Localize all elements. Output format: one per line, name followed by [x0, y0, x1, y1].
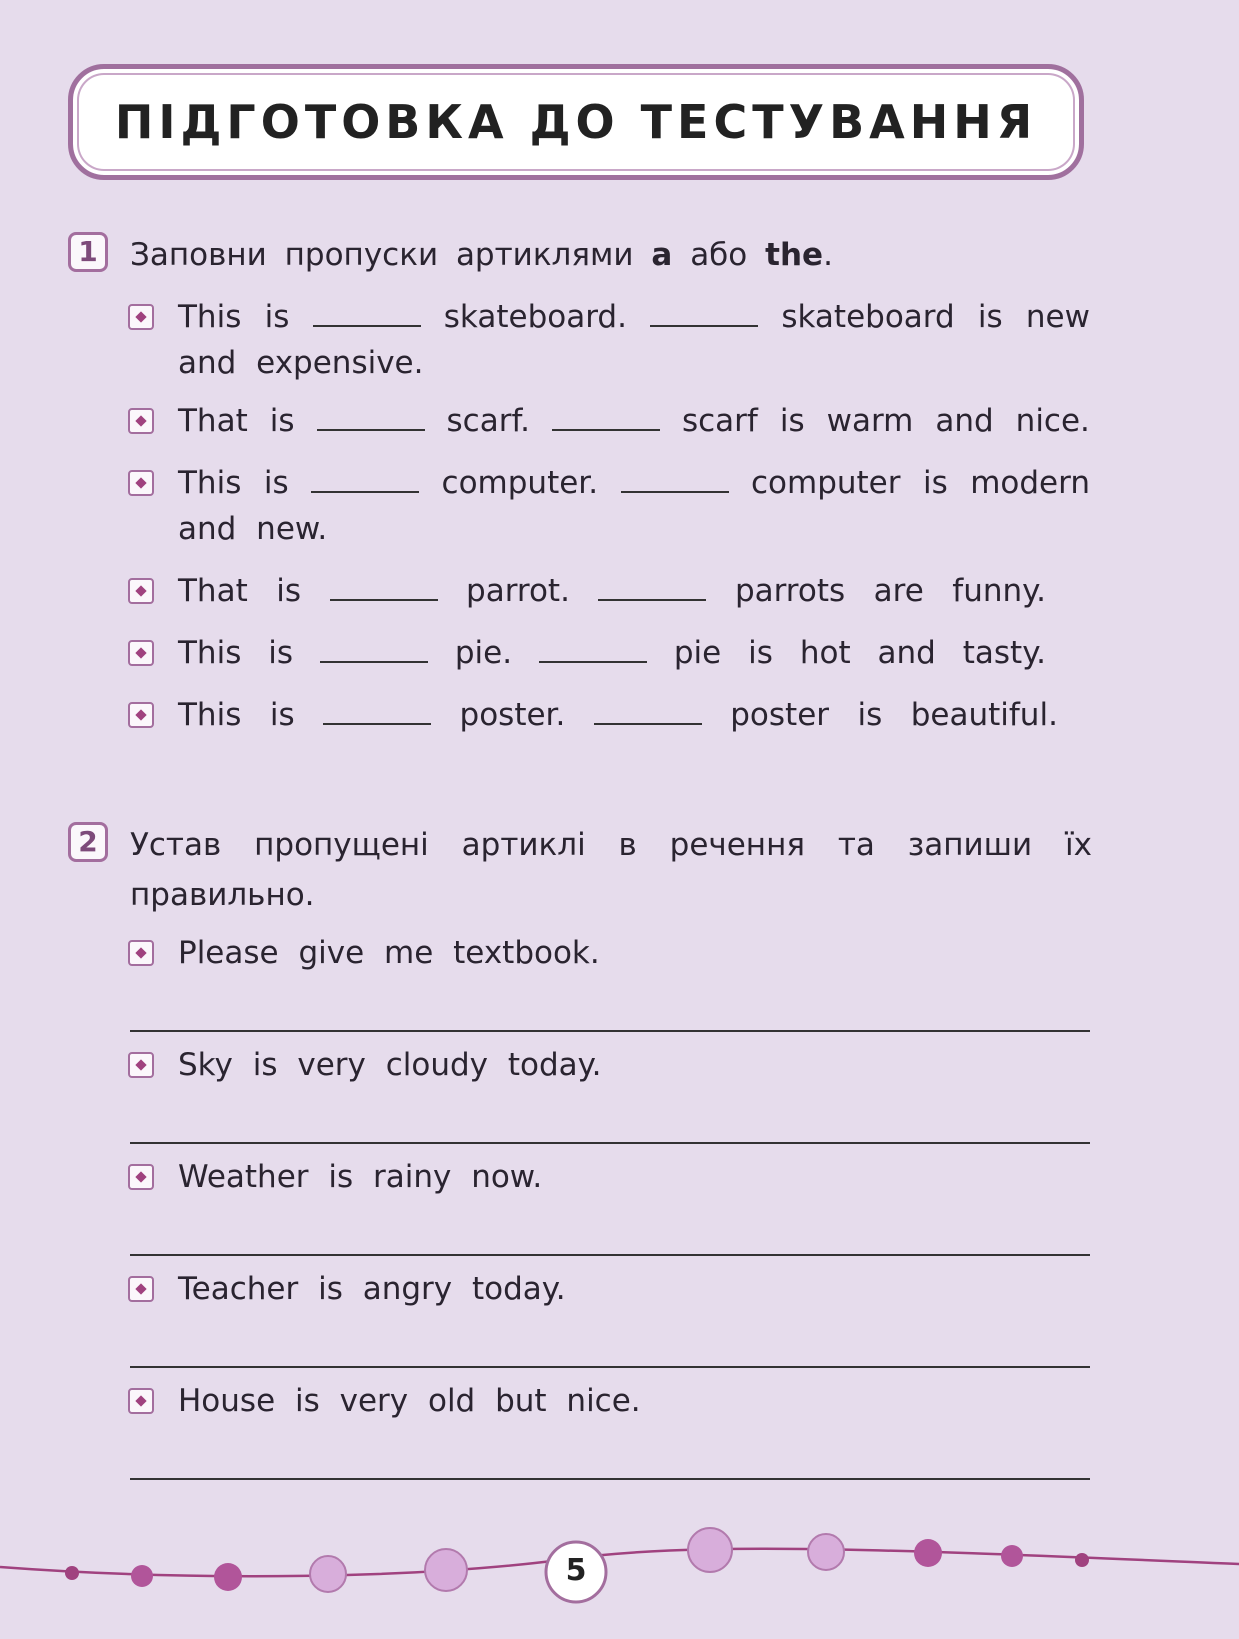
task-2-sentence: Sky is very cloudy today. — [178, 1047, 602, 1083]
sentence-line: That is parrot. parrots are funny. — [178, 568, 1046, 614]
diamond-bullet-icon — [128, 1388, 154, 1414]
answer-blank[interactable] — [317, 399, 425, 431]
bead — [914, 1539, 942, 1567]
bead — [688, 1528, 732, 1572]
bead — [310, 1556, 346, 1592]
footer-bead-decoration — [0, 1490, 1239, 1630]
answer-blank[interactable] — [650, 295, 758, 327]
bead — [65, 1566, 79, 1580]
answer-blank[interactable] — [621, 461, 729, 493]
bead — [1001, 1545, 1023, 1567]
task-1-item-text — [178, 460, 1090, 552]
task-2-number: 2 — [68, 822, 108, 862]
answer-blank[interactable] — [594, 693, 702, 725]
sentence-line: This is computer. computer is modern — [178, 460, 1090, 506]
diamond-bullet-icon — [128, 640, 154, 666]
bead — [1075, 1553, 1089, 1567]
task-2-instruction: Устав пропущені артиклі в речення та запиши їх правильно. — [130, 827, 1092, 913]
task-1-item-text — [178, 630, 1046, 676]
diamond-bullet-icon — [128, 304, 154, 330]
answer-blank[interactable] — [323, 693, 431, 725]
bead — [214, 1563, 242, 1591]
bead-string — [0, 1549, 1239, 1576]
task-1-item-text — [178, 294, 1090, 386]
diamond-bullet-icon — [128, 1052, 154, 1078]
answer-blank[interactable] — [552, 399, 660, 431]
bead — [425, 1549, 467, 1591]
bead — [808, 1534, 844, 1570]
task-1-instruction: Заповни пропуски артиклями a або the. — [130, 237, 833, 273]
sentence-line: This is poster. poster is beautiful. — [178, 692, 1058, 738]
title-banner — [68, 64, 1084, 180]
diamond-bullet-icon — [128, 702, 154, 728]
task-2-sentence: Teacher is angry today. — [178, 1271, 566, 1307]
diamond-bullet-icon — [128, 940, 154, 966]
task-1-item-text — [178, 398, 1090, 444]
task-1-number: 1 — [68, 232, 108, 272]
answer-blank[interactable] — [598, 569, 706, 601]
task-2-sentence: Please give me textbook. — [178, 935, 600, 971]
answer-line[interactable] — [130, 1142, 1090, 1144]
diamond-bullet-icon — [128, 578, 154, 604]
sentence-continuation: and expensive. — [178, 345, 424, 381]
diamond-bullet-icon — [128, 470, 154, 496]
task-1-item-text — [178, 568, 1046, 614]
answer-line[interactable] — [130, 1030, 1090, 1032]
sentence-line: This is pie. pie is hot and tasty. — [178, 630, 1046, 676]
task-2-sentence: House is very old but nice. — [178, 1383, 641, 1419]
answer-blank[interactable] — [330, 569, 438, 601]
answer-blank[interactable] — [311, 461, 419, 493]
answer-line[interactable] — [130, 1366, 1090, 1368]
answer-blank[interactable] — [539, 631, 647, 663]
diamond-bullet-icon — [128, 1276, 154, 1302]
answer-blank[interactable] — [313, 295, 421, 327]
page-number: 5 — [565, 1553, 587, 1588]
page-title: ПІДГОТОВКА ДО ТЕСТУВАННЯ — [114, 95, 1038, 149]
diamond-bullet-icon — [128, 1164, 154, 1190]
answer-line[interactable] — [130, 1254, 1090, 1256]
sentence-line: That is scarf. scarf is warm and nice. — [178, 398, 1090, 444]
sentence-line: This is skateboard. skateboard is new — [178, 294, 1090, 340]
answer-line[interactable] — [130, 1478, 1090, 1480]
task-1-item-text — [178, 692, 1058, 738]
task-2-sentence: Weather is rainy now. — [178, 1159, 543, 1195]
sentence-continuation: and new. — [178, 511, 328, 547]
bead — [131, 1565, 153, 1587]
diamond-bullet-icon — [128, 408, 154, 434]
answer-blank[interactable] — [320, 631, 428, 663]
